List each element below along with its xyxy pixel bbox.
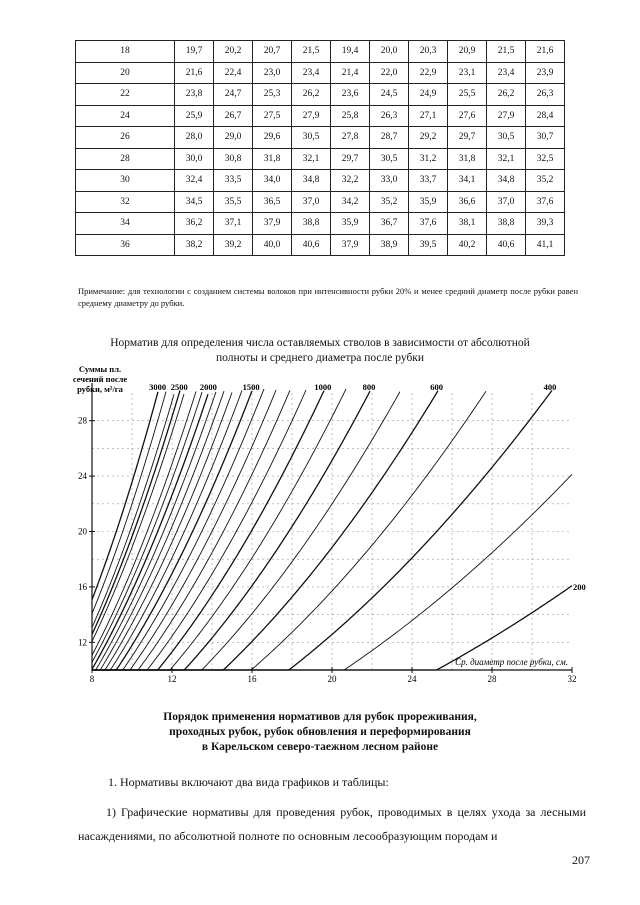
table-cell: 34,2 bbox=[331, 191, 370, 213]
curve-label-600: 600 bbox=[430, 382, 444, 392]
table-cell: 37,0 bbox=[292, 191, 331, 213]
table-cell: 30,0 bbox=[175, 148, 214, 170]
y-tick-label: 20 bbox=[78, 526, 87, 537]
table-row bbox=[76, 170, 565, 192]
table-cell: 21,6 bbox=[175, 62, 214, 84]
curve-label-1500: 1500 bbox=[242, 382, 260, 392]
table-cell: 22,9 bbox=[409, 62, 448, 84]
table-cell: 35,5 bbox=[214, 191, 253, 213]
table-cell: 37,6 bbox=[409, 213, 448, 235]
chart-title-line-2: полноты и среднего диаметра после рубки bbox=[215, 352, 425, 364]
curve-label-1000: 1000 bbox=[314, 382, 332, 392]
norms-table bbox=[75, 40, 565, 256]
table-cell: 38,2 bbox=[175, 234, 214, 256]
table-cell: 30,5 bbox=[292, 127, 331, 149]
x-tick-label: 32 bbox=[567, 674, 577, 684]
table-cell: 20,2 bbox=[214, 41, 253, 63]
table-cell: 35,2 bbox=[370, 191, 409, 213]
table-cell: 29,0 bbox=[214, 127, 253, 149]
table-cell: 27,9 bbox=[292, 105, 331, 127]
table-cell: 33,7 bbox=[409, 170, 448, 192]
table-row-header-cell: 26 bbox=[76, 127, 175, 149]
table-cell: 34,5 bbox=[175, 191, 214, 213]
table-cell: 38,1 bbox=[448, 213, 487, 235]
y-axis-label-line: Суммы пл. bbox=[78, 365, 122, 374]
table-cell: 31,8 bbox=[253, 148, 292, 170]
table-cell: 38,8 bbox=[487, 213, 526, 235]
table-row-header-cell: 34 bbox=[76, 213, 175, 235]
table-cell: 35,9 bbox=[409, 191, 448, 213]
table-cell: 29,7 bbox=[331, 148, 370, 170]
paragraph-1: 1. Нормативы включают два вида графиков и таблицы: bbox=[108, 775, 389, 789]
table-row bbox=[76, 234, 565, 256]
table-cell: 26,3 bbox=[370, 105, 409, 127]
table-cell: 32,4 bbox=[175, 170, 214, 192]
table-cell: 27,8 bbox=[331, 127, 370, 149]
table-cell: 23,6 bbox=[331, 84, 370, 106]
table-cell: 40,6 bbox=[487, 234, 526, 256]
table-cell: 26,2 bbox=[292, 84, 331, 106]
table-cell: 20,7 bbox=[253, 41, 292, 63]
table-cell: 25,3 bbox=[253, 84, 292, 106]
y-tick-label: 28 bbox=[78, 415, 87, 426]
table-cell: 21,6 bbox=[526, 41, 565, 63]
table-cell: 37,0 bbox=[487, 191, 526, 213]
section-heading bbox=[130, 710, 510, 755]
table-cell: 23,9 bbox=[526, 62, 565, 84]
table-cell: 37,6 bbox=[526, 191, 565, 213]
table-cell: 29,7 bbox=[448, 127, 487, 149]
table-cell: 39,2 bbox=[214, 234, 253, 256]
table-cell: 36,6 bbox=[448, 191, 487, 213]
table-cell: 29,2 bbox=[409, 127, 448, 149]
table-cell: 40,6 bbox=[292, 234, 331, 256]
section-heading-line-3: в Карельском северо-таежном лесном районе bbox=[201, 741, 439, 753]
table-row bbox=[76, 41, 565, 63]
curve-400 bbox=[92, 390, 552, 670]
table-cell: 37,1 bbox=[214, 213, 253, 235]
x-tick-label: 12 bbox=[167, 674, 177, 684]
table-note: Примечание: для технологии с созданием системы волоков при интенсивности рубки 20% и менее средний диаметр после рубки равен среднему диаметру до рубки. bbox=[78, 286, 578, 308]
section-heading-line-1: Порядок применения нормативов для рубок прореживания, bbox=[163, 711, 477, 723]
table-cell: 41,1 bbox=[526, 234, 565, 256]
y-tick-label: 16 bbox=[78, 581, 87, 592]
table-cell: 36,7 bbox=[370, 213, 409, 235]
curve-label-3000: 3000 bbox=[149, 382, 167, 392]
table-row-header-cell: 18 bbox=[76, 41, 175, 63]
curve-label-400: 400 bbox=[543, 382, 557, 392]
table-cell: 27,1 bbox=[409, 105, 448, 127]
table-cell: 24,7 bbox=[214, 84, 253, 106]
table-row bbox=[76, 148, 565, 170]
curve-1200 bbox=[92, 390, 290, 670]
table-cell: 30,5 bbox=[370, 148, 409, 170]
table-cell: 26,7 bbox=[214, 105, 253, 127]
table-cell: 28,4 bbox=[526, 105, 565, 127]
page-number: 207 bbox=[572, 853, 590, 867]
table-cell: 34,8 bbox=[487, 170, 526, 192]
table-cell: 32,5 bbox=[526, 148, 565, 170]
stems-chart bbox=[0, 365, 640, 695]
x-tick-label: 16 bbox=[247, 674, 257, 684]
table-cell: 25,9 bbox=[175, 105, 214, 127]
chart-title-line-1: Норматив для определения числа оставляемых стволов в зависимости от абсолютной bbox=[110, 337, 530, 349]
table-row bbox=[76, 213, 565, 235]
table-cell: 25,8 bbox=[331, 105, 370, 127]
table-cell: 31,8 bbox=[448, 148, 487, 170]
table-cell: 32,1 bbox=[292, 148, 331, 170]
table-cell: 28,7 bbox=[370, 127, 409, 149]
norms-table-body bbox=[76, 41, 565, 256]
table-cell: 20,0 bbox=[370, 41, 409, 63]
table-cell: 33,0 bbox=[370, 170, 409, 192]
table-cell: 40,2 bbox=[448, 234, 487, 256]
table-cell: 23,8 bbox=[175, 84, 214, 106]
table-cell: 27,9 bbox=[487, 105, 526, 127]
table-cell: 21,5 bbox=[487, 41, 526, 63]
table-cell: 19,4 bbox=[331, 41, 370, 63]
table-row-header-cell: 24 bbox=[76, 105, 175, 127]
curve-2800 bbox=[92, 392, 166, 614]
curve-label-200: 200 bbox=[573, 582, 586, 593]
table-cell: 22,0 bbox=[370, 62, 409, 84]
chart-axes bbox=[89, 383, 572, 673]
table-row-header-cell: 22 bbox=[76, 84, 175, 106]
table-row-header-cell: 32 bbox=[76, 191, 175, 213]
x-tick-label: 28 bbox=[487, 674, 497, 684]
table-cell: 35,2 bbox=[526, 170, 565, 192]
x-axis-label: Ср. диаметр после рубки, см. bbox=[455, 657, 568, 667]
table-cell: 34,8 bbox=[292, 170, 331, 192]
table-cell: 22,4 bbox=[214, 62, 253, 84]
x-tick-label: 8 bbox=[89, 674, 95, 684]
table-cell: 38,8 bbox=[292, 213, 331, 235]
table-cell: 35,9 bbox=[331, 213, 370, 235]
table-row-header-cell: 28 bbox=[76, 148, 175, 170]
curve-3000 bbox=[92, 392, 158, 600]
table-row bbox=[76, 191, 565, 213]
table-cell: 36,5 bbox=[253, 191, 292, 213]
table-cell: 29,6 bbox=[253, 127, 292, 149]
table-row-header-cell: 30 bbox=[76, 170, 175, 192]
table-cell: 30,7 bbox=[526, 127, 565, 149]
table-cell: 25,5 bbox=[448, 84, 487, 106]
table-cell: 36,2 bbox=[175, 213, 214, 235]
curve-1300 bbox=[92, 390, 276, 670]
chart-title bbox=[80, 336, 560, 366]
section-heading-line-2: проходных рубок, рубок обновления и переформирования bbox=[169, 726, 471, 738]
table-cell: 21,5 bbox=[292, 41, 331, 63]
y-axis-label-line: сечений после bbox=[72, 374, 128, 384]
y-tick-label: 24 bbox=[78, 471, 87, 482]
table-cell: 39,5 bbox=[409, 234, 448, 256]
table-row bbox=[76, 105, 565, 127]
y-tick-label: 12 bbox=[78, 637, 87, 648]
table-cell: 30,8 bbox=[214, 148, 253, 170]
table-cell: 20,9 bbox=[448, 41, 487, 63]
table-cell: 34,1 bbox=[448, 170, 487, 192]
table-cell: 20,3 bbox=[409, 41, 448, 63]
x-tick-label: 20 bbox=[327, 674, 337, 684]
table-cell: 33,5 bbox=[214, 170, 253, 192]
table-cell: 19,7 bbox=[175, 41, 214, 63]
table-cell: 26,3 bbox=[526, 84, 565, 106]
y-axis-label-line: рубки, м²/га bbox=[77, 384, 123, 394]
table-row bbox=[76, 84, 565, 106]
table-cell: 23,4 bbox=[292, 62, 331, 84]
table-cell: 39,3 bbox=[526, 213, 565, 235]
table-row-header-cell: 36 bbox=[76, 234, 175, 256]
table-cell: 34,0 bbox=[253, 170, 292, 192]
curve-label-2000: 2000 bbox=[199, 382, 217, 392]
curve-600 bbox=[92, 391, 438, 670]
table-cell: 38,9 bbox=[370, 234, 409, 256]
table-cell: 24,5 bbox=[370, 84, 409, 106]
x-tick-label: 24 bbox=[407, 674, 417, 684]
table-cell: 37,9 bbox=[253, 213, 292, 235]
table-cell: 40,0 bbox=[253, 234, 292, 256]
table-cell: 23,4 bbox=[487, 62, 526, 84]
table-cell: 37,9 bbox=[331, 234, 370, 256]
table-cell: 23,0 bbox=[253, 62, 292, 84]
table-cell: 31,2 bbox=[409, 148, 448, 170]
table-cell: 26,2 bbox=[487, 84, 526, 106]
table-row bbox=[76, 127, 565, 149]
curve-label-800: 800 bbox=[362, 382, 376, 392]
table-row-header-cell: 20 bbox=[76, 62, 175, 84]
table-cell: 24,9 bbox=[409, 84, 448, 106]
table-cell: 28,0 bbox=[175, 127, 214, 149]
paragraph-2: 1) Графические нормативы для проведения рубок, проводимых в целях ухода за лесными насаждениями, по абсолютной полноте по основным лесообразующим породам и bbox=[78, 805, 586, 843]
table-cell: 27,5 bbox=[253, 105, 292, 127]
curve-label-2500: 2500 bbox=[170, 382, 188, 392]
table-cell: 32,1 bbox=[487, 148, 526, 170]
table-cell: 23,1 bbox=[448, 62, 487, 84]
table-cell: 30,5 bbox=[487, 127, 526, 149]
table-row bbox=[76, 62, 565, 84]
table-cell: 21,4 bbox=[331, 62, 370, 84]
table-cell: 27,6 bbox=[448, 105, 487, 127]
table-cell: 32,2 bbox=[331, 170, 370, 192]
